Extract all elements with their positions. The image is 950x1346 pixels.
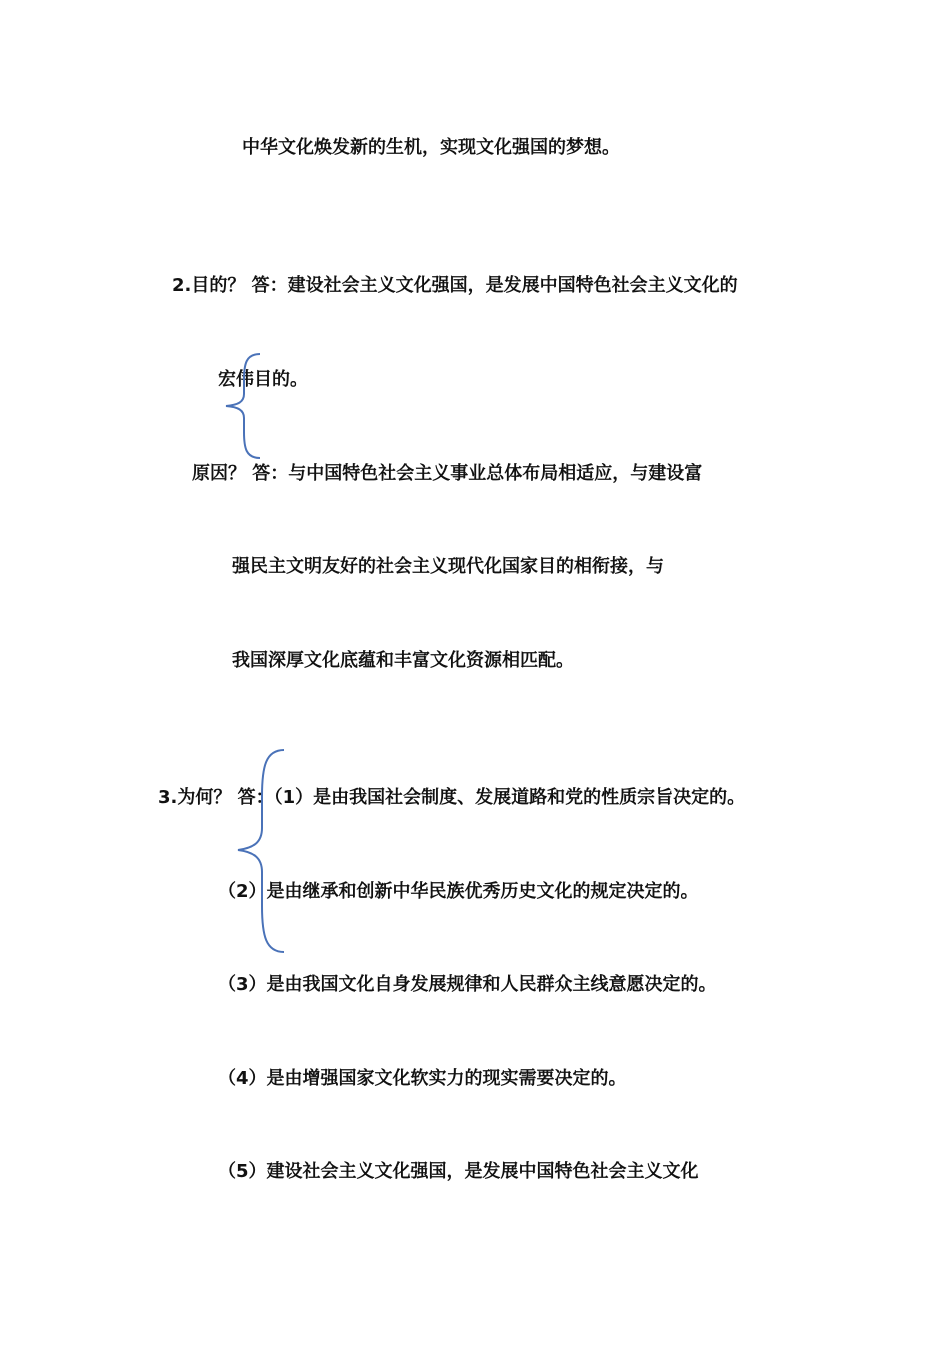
- text-line-8: （2）是由继承和创新中华民族优秀历史文化的规定决定的。: [218, 881, 699, 902]
- text-line-9: （3）是由我国文化自身发展规律和人民群众主线意愿决定的。: [218, 974, 717, 995]
- curly-brace-2: [234, 746, 290, 956]
- text-line-10: （4）是由增强国家文化软实力的现实需要决定的。: [218, 1068, 627, 1089]
- text-line-5: 强民主文明友好的社会主义现代化国家目的相衔接，与: [232, 556, 664, 577]
- curly-brace-1: [220, 350, 270, 462]
- text-line-11: （5）建设社会主义文化强国，是发展中国特色社会主义文化: [218, 1161, 699, 1182]
- text-line-3: 宏伟目的。: [218, 369, 308, 390]
- text-line-2: 2.目的？ 答：建设社会主义文化强国，是发展中国特色社会主义文化的: [172, 275, 738, 296]
- text-line-6: 我国深厚文化底蕴和丰富文化资源相匹配。: [232, 650, 574, 671]
- text-line-4: 原因？ 答：与中国特色社会主义事业总体布局相适应，与建设富: [192, 463, 703, 484]
- text-line-1: 中华文化焕发新的生机，实现文化强国的梦想。: [242, 137, 620, 158]
- text-line-7: 3.为何？ 答：（1）是由我国社会制度、发展道路和党的性质宗旨决定的。: [158, 787, 746, 808]
